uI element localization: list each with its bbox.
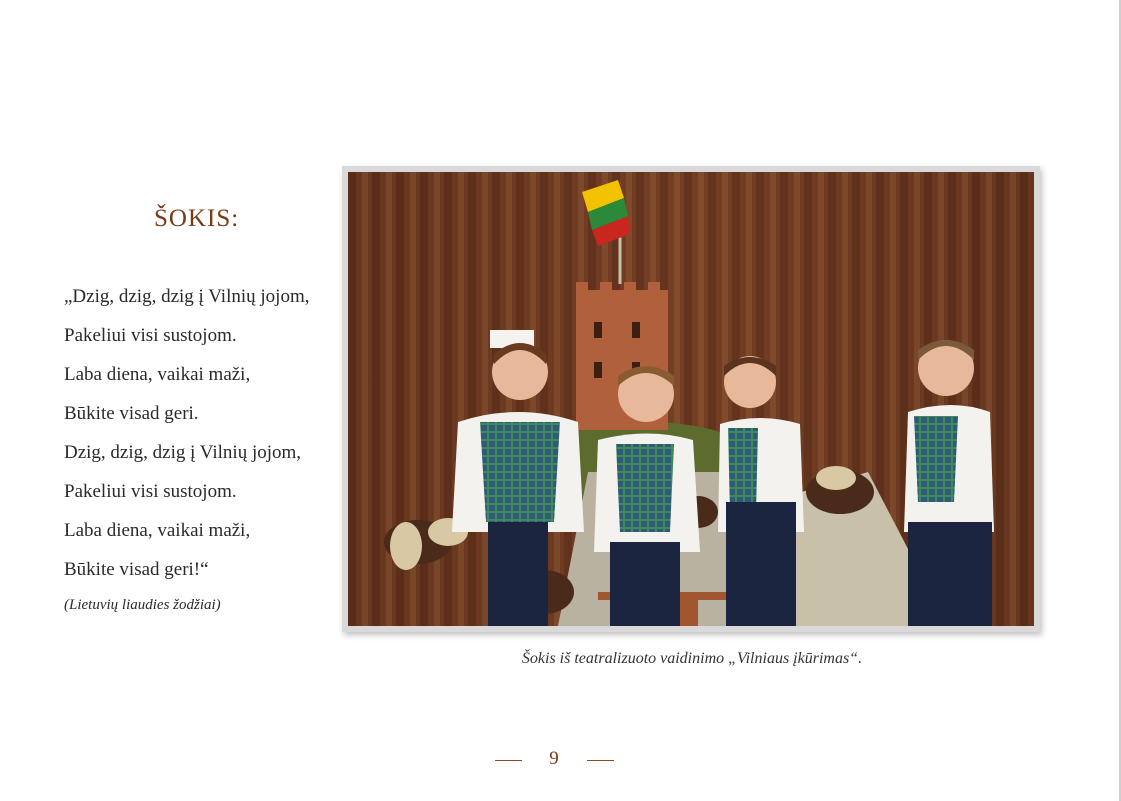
section-title: ŠOKIS: [154,205,240,232]
photo-frame [342,166,1040,632]
poem-line: Dzig, dzig, dzig į Vilnių jojom, [64,442,302,463]
page-number-rule-right [587,760,614,761]
poem-line: Būkite visad geri!“ [64,559,209,580]
poem-line: Pakeliui visi sustojom. [64,325,237,346]
poem-credit: (Lietuvių liaudies žodžiai) [64,597,221,613]
photo-caption: Šokis iš teatralizuoto vaidinimo „Vilniaus įkūrimas“. [521,650,863,667]
poem-line: „Dzig, dzig, dzig į Vilnių jojom, [64,286,310,307]
page-number: 9 [549,748,559,769]
poem-line: Būkite visad geri. [64,403,199,424]
poem-line: Laba diena, vaikai maži, [64,520,251,541]
poem-line: Laba diena, vaikai maži, [64,364,251,385]
page-number-rule-left [495,760,522,761]
children-dance-photo [348,172,1034,626]
poem-line: Pakeliui visi sustojom. [64,481,237,502]
poem-text [64,285,309,597]
